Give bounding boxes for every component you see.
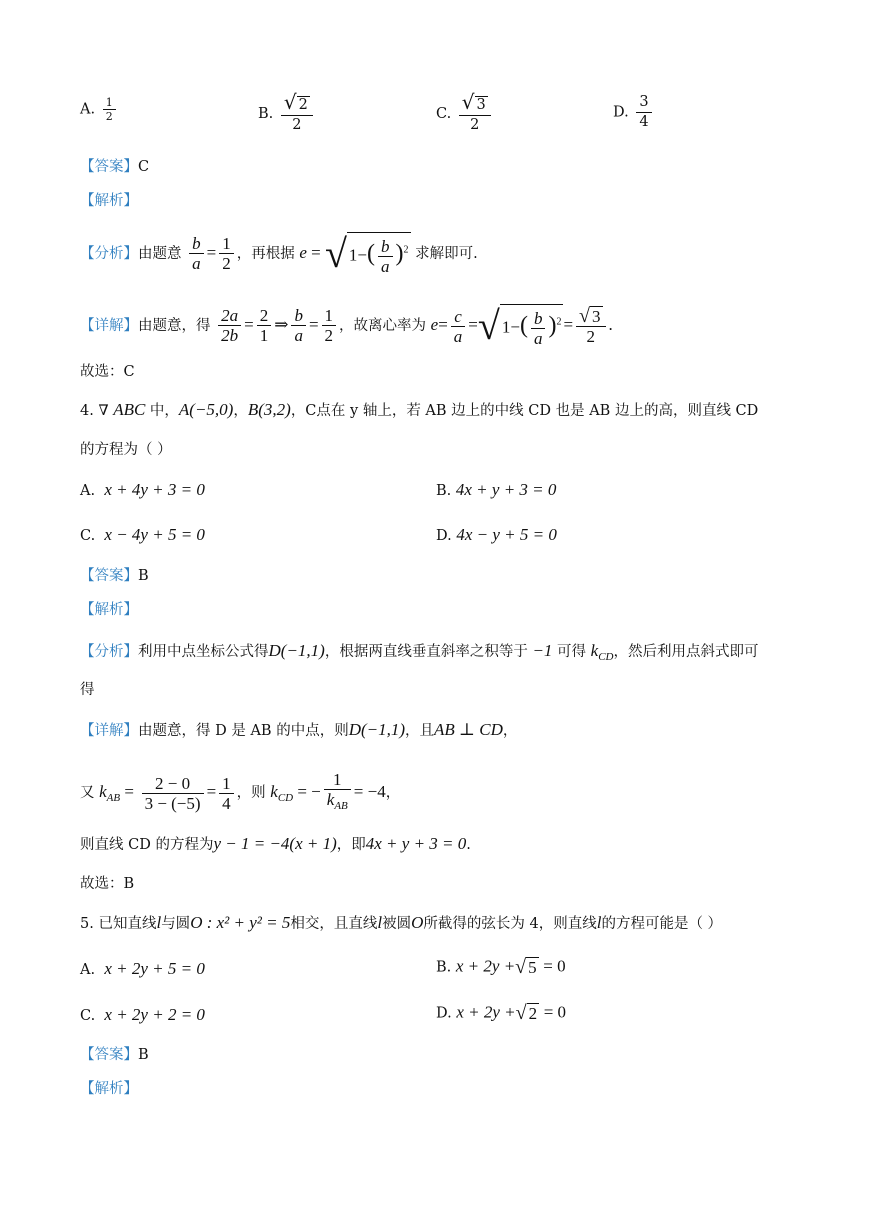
fraction: $\frac{√ 3}{2}$ [459, 93, 491, 135]
q4-slope-calc: 又 $k_{AB}$ = $\frac{2 - 0}{3 - (-5)}$ = $\frac{1}{4}$ ，则 $k_{CD}$ = − $\frac{1}{k_{AB}}$ = −4， [80, 770, 401, 813]
fraction: $\frac{√ 2}{2}$ [281, 93, 313, 135]
q4-stem-line2: 的方程为（ ） [80, 442, 172, 458]
eccentricity-result: e= $\frac{c}{a}$ =√ 1−( $\frac{b}{a}$ )$^2$ = $\frac{√ 3}{2}$ . [430, 303, 613, 348]
eccentricity-formula: e = √ 1−( $\frac{b}{a}$ )$^2$ [299, 231, 409, 276]
q4-analysis-tag: 【解析】 [80, 602, 138, 618]
fraction-b-over-a: $\frac{b}{a}$ [189, 234, 204, 273]
fraction-2a-2b: $\frac{2a}{2b}$ [218, 306, 241, 345]
q4-line-eq: 则直线 CD 的方程为y − 1 = −4(x + 1)，即4x + y + 3 = 0. [80, 834, 471, 853]
q3-option-d[interactable]: D. $\frac{3}{4}$ [613, 93, 655, 132]
q3-option-c[interactable]: C. $\frac{√ 3}{2}$ [436, 93, 494, 135]
q4-stem: 4. ∇ ABC 中，A(−5,0)，B(3,2)，C点在 y 轴上，若 AB 边上的中线 CD 也是 AB 边上的高，则直线 CD [80, 400, 759, 419]
q4-conclusion: 故选：B [80, 876, 135, 892]
q5-option-d[interactable]: D. x + 2y +√ 2 = 0 [436, 1002, 567, 1024]
q3-conclusion: 故选：C [80, 364, 135, 380]
q3-fenxi: 【分析】由题意 $\frac{b}{a}$ = $\frac{1}{2}$ ，再根据 e = √ 1−( $\frac{b}{a}$ )$^2$ 求解即可. [80, 231, 478, 276]
q3-detail: 【详解】由题意，得 $\frac{2a}{2b}$ = $\frac{2}{1}$ ⇒ $\frac{b}{a}$ = $\frac{1}{2}$ ，故离心率为 e= $\frac{c}{a}$ =√ 1−( $\frac{b}{a}$ )$^2$ = $\frac{√ 3}{2}$ . [80, 303, 613, 348]
fraction-half: $\frac{1}{2}$ [219, 234, 234, 273]
q5-stem: 5. 已知直线l与圆O : x² + y² = 5相交，且直线l被圆O所截得的弦长为 4，则直线l的方程可能是（ ） [80, 913, 723, 932]
q5-option-a[interactable]: A. x + 2y + 5 = 0 [80, 959, 205, 978]
q4-fenxi-line2: 得 [80, 682, 95, 698]
q5-option-b[interactable]: B. x + 2y +√ 5 = 0 [436, 956, 566, 978]
fraction-slope-ab: $\frac{2 - 0}{3 - (-5)}$ [142, 774, 204, 813]
q4-answer: 【答案】B [80, 568, 149, 584]
q5-analysis-tag: 【解析】 [80, 1081, 138, 1097]
q3-option-b[interactable]: B. $\frac{√ 2}{2}$ [258, 93, 316, 135]
q4-detail: 【详解】由题意，得 D 是 AB 的中点，则D(−1,1)，且AB ⊥ CD， [80, 720, 518, 739]
q4-option-b[interactable]: B. 4x + y + 3 = 0 [436, 480, 557, 499]
fraction: $\frac{3}{4}$ [636, 93, 651, 132]
q3-answer: 【答案】C [80, 159, 150, 175]
q5-option-c[interactable]: C. x + 2y + 2 = 0 [80, 1005, 205, 1024]
q4-option-c[interactable]: C. x − 4y + 5 = 0 [80, 525, 205, 544]
q4-fenxi: 【分析】利用中点坐标公式得D(−1,1)，根据两直线垂直斜率之积等于 −1 可得 $k_{CD}$，然后利用点斜式即可 [80, 641, 759, 663]
q4-option-d[interactable]: D. 4x − y + 5 = 0 [436, 525, 557, 544]
slope-kcd: $k_{CD}$ [590, 641, 614, 663]
fraction: $\frac{1}{2}$ [103, 96, 116, 123]
q3-analysis-tag: 【解析】 [80, 193, 138, 209]
q3-option-a[interactable]: A. $\frac{1}{2}$ [80, 96, 119, 123]
q4-option-a[interactable]: A. x + 4y + 3 = 0 [80, 480, 205, 499]
q5-answer: 【答案】B [80, 1047, 149, 1063]
